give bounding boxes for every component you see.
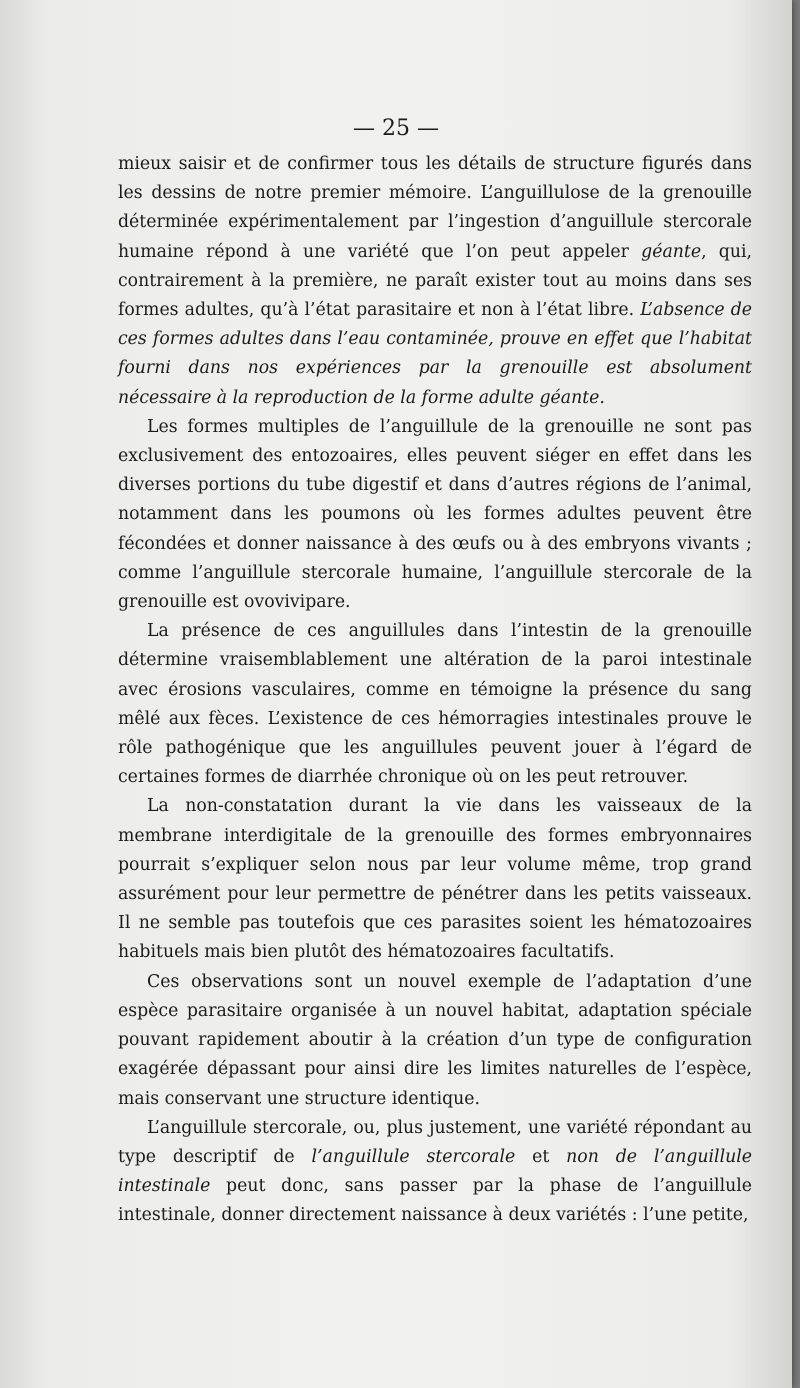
text-run: Les formes multiples de l’anguillule de la grenouille ne sont pas exclusivement des entozoaires, elles peuvent siéger en effet dans les diverses portions du tube digestif et dans d’autres régions de l’animal, notamment dans les poumons où les formes adultes peuvent être fécondées et donner naissance à des œufs ou à des embryons vivants ; comme l’anguillule stercorale humaine, l’anguillule stercorale de la grenouille est ovovivipare. xyxy=(118,416,752,613)
italic-text-run: L’absence de ces formes adultes dans l’eau contaminée, prouve en effet que l’habitat fourni dans nos expériences par la grenouille est absolument nécessaire à la reproduction de la forme adulte géante. xyxy=(118,300,752,408)
italic-text-run: l’anguillule stercorale xyxy=(311,1146,516,1167)
italic-text-run: géante xyxy=(641,241,702,262)
text-run: mieux saisir et de confirmer tous les détails de structure figurés dans les dessins de notre premier mémoire. L’anguillulose de la grenouille déterminée expérimentalement par l’ingestion d’anguillule stercorale humaine répond à une variété que l’on peut appeler xyxy=(118,154,752,262)
text-run: Ces observations sont un nouvel exemple de l’adaptation d’une espèce parasitaire organisée à un nouvel habitat, adaptation spéciale pouvant rapidement aboutir à la création d’un type de configuration exagérée dépassant pour ainsi dire les limites naturelles de l’espèce, mais conservant une structure identique. xyxy=(118,971,752,1109)
text-run: peut donc, sans passer par la phase de l’anguillule intestinale, donner directement naissance à deux variétés : l’une petite, xyxy=(118,1176,752,1226)
paragraph xyxy=(118,792,752,967)
text-run: L’anguillule stercorale, ou, plus justement, une variété répondant au type descriptif de xyxy=(118,1117,752,1167)
text-run: et xyxy=(515,1146,567,1167)
paragraph xyxy=(118,150,752,413)
page-number: — 25 — xyxy=(353,116,439,141)
text-run: La non-constatation durant la vie dans les vaisseaux de la membrane interdigitale de la grenouille des formes embryonnaires pourrait s’expliquer selon nous par leur volume même, trop grand assurément pour leur permettre de pénétrer dans les petits vaisseaux. Il ne semble pas toutefois que ces parasites soient les hématozoaires habituels mais bien plutôt des hématozoaires facultatifs. xyxy=(118,796,752,963)
paragraph xyxy=(118,617,752,792)
paragraph xyxy=(118,968,752,1114)
paragraph xyxy=(118,1114,752,1231)
italic-text-run: non de l’anguillule intestinale xyxy=(118,1146,752,1197)
text-run: La présence de ces anguillules dans l’intestin de la grenouille détermine vraisemblablement une altération de la paroi intestinale avec érosions vasculaires, comme en témoigne la présence du sang mêlé aux fèces. L’existence de ces hémorragies intestinales prouve le rôle pathogénique que les anguillules peuvent jouer à l’égard de certaines formes de diarrhée chronique où on les peut retrouver. xyxy=(118,621,752,788)
text-run: , qui, contrairement à la première, ne paraît exister tout au moins dans ses formes adultes, qu’à l’état parasitaire et non à l’état libre. xyxy=(118,241,753,321)
body-text xyxy=(118,150,752,1231)
paragraph xyxy=(118,413,752,617)
